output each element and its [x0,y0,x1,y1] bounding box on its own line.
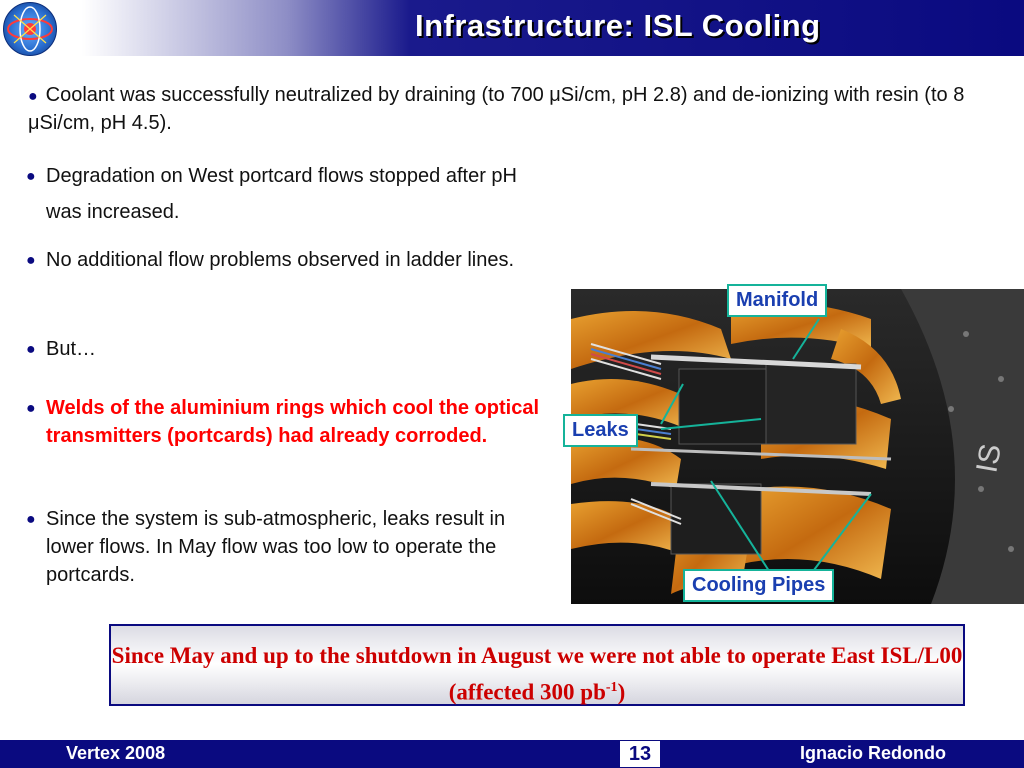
conclusion-text [111,640,963,709]
bullet-icon: ● [26,252,36,269]
bullet-item [26,158,556,230]
footer-author: Ignacio Redondo [800,743,946,763]
bullet-text: But… [46,338,97,360]
detector-photo-drawing [571,289,1024,604]
title-bar [0,0,1024,56]
bullet-text: Degradation on West portcard flows stopped after pH was increased. [46,165,517,223]
conference-logo-icon [3,2,57,56]
bullet-text: Since the system is sub-atmospheric, leaks result in lower flows. In May flow was too low to operate the portcards. [46,508,506,586]
intro-text: Coolant was successfully neutralized by draining (to 700 μSi/cm, pH 2.8) and de-ionizing with resin (to 8 μSi/cm, pH 4.5). [28,84,965,134]
conclusion-closing: ) [617,679,626,705]
bullet-icon: ● [28,88,38,105]
svg-text:IS: IS [970,441,1008,476]
bullet-icon: ● [26,511,36,528]
bullet-text: No additional flow problems observed in ladder lines. [46,249,515,271]
callout-cooling-pipes: Cooling Pipes [683,569,834,602]
bullet-item [26,242,556,278]
detector-photo [571,289,1024,604]
footer-conference: Vertex 2008 [66,743,166,763]
bullet-icon: ● [26,341,36,358]
callout-manifold: Manifold [727,284,827,317]
slide-title: Infrastructure: ISL Cooling [415,8,821,43]
conclusion-main: Since May and up to the shutdown in August we were not able to operate East ISL/L00 (affected 300 pb [111,643,963,705]
callout-leaks: Leaks [563,414,638,447]
bullet-item [26,394,566,450]
bullet-item [26,331,556,367]
page-number: 13 [620,741,660,767]
bullet-icon: ● [26,400,36,417]
bullet-text-emphasis: Welds of the aluminium rings which cool the optical transmitters (portcards) had already corroded. [46,397,540,447]
conclusion-box [109,624,965,706]
bullet-item [26,505,556,589]
footer-bar [0,740,1024,768]
conclusion-superscript: -1 [605,680,618,695]
intro-paragraph [28,82,988,137]
bullet-icon: ● [26,168,36,185]
